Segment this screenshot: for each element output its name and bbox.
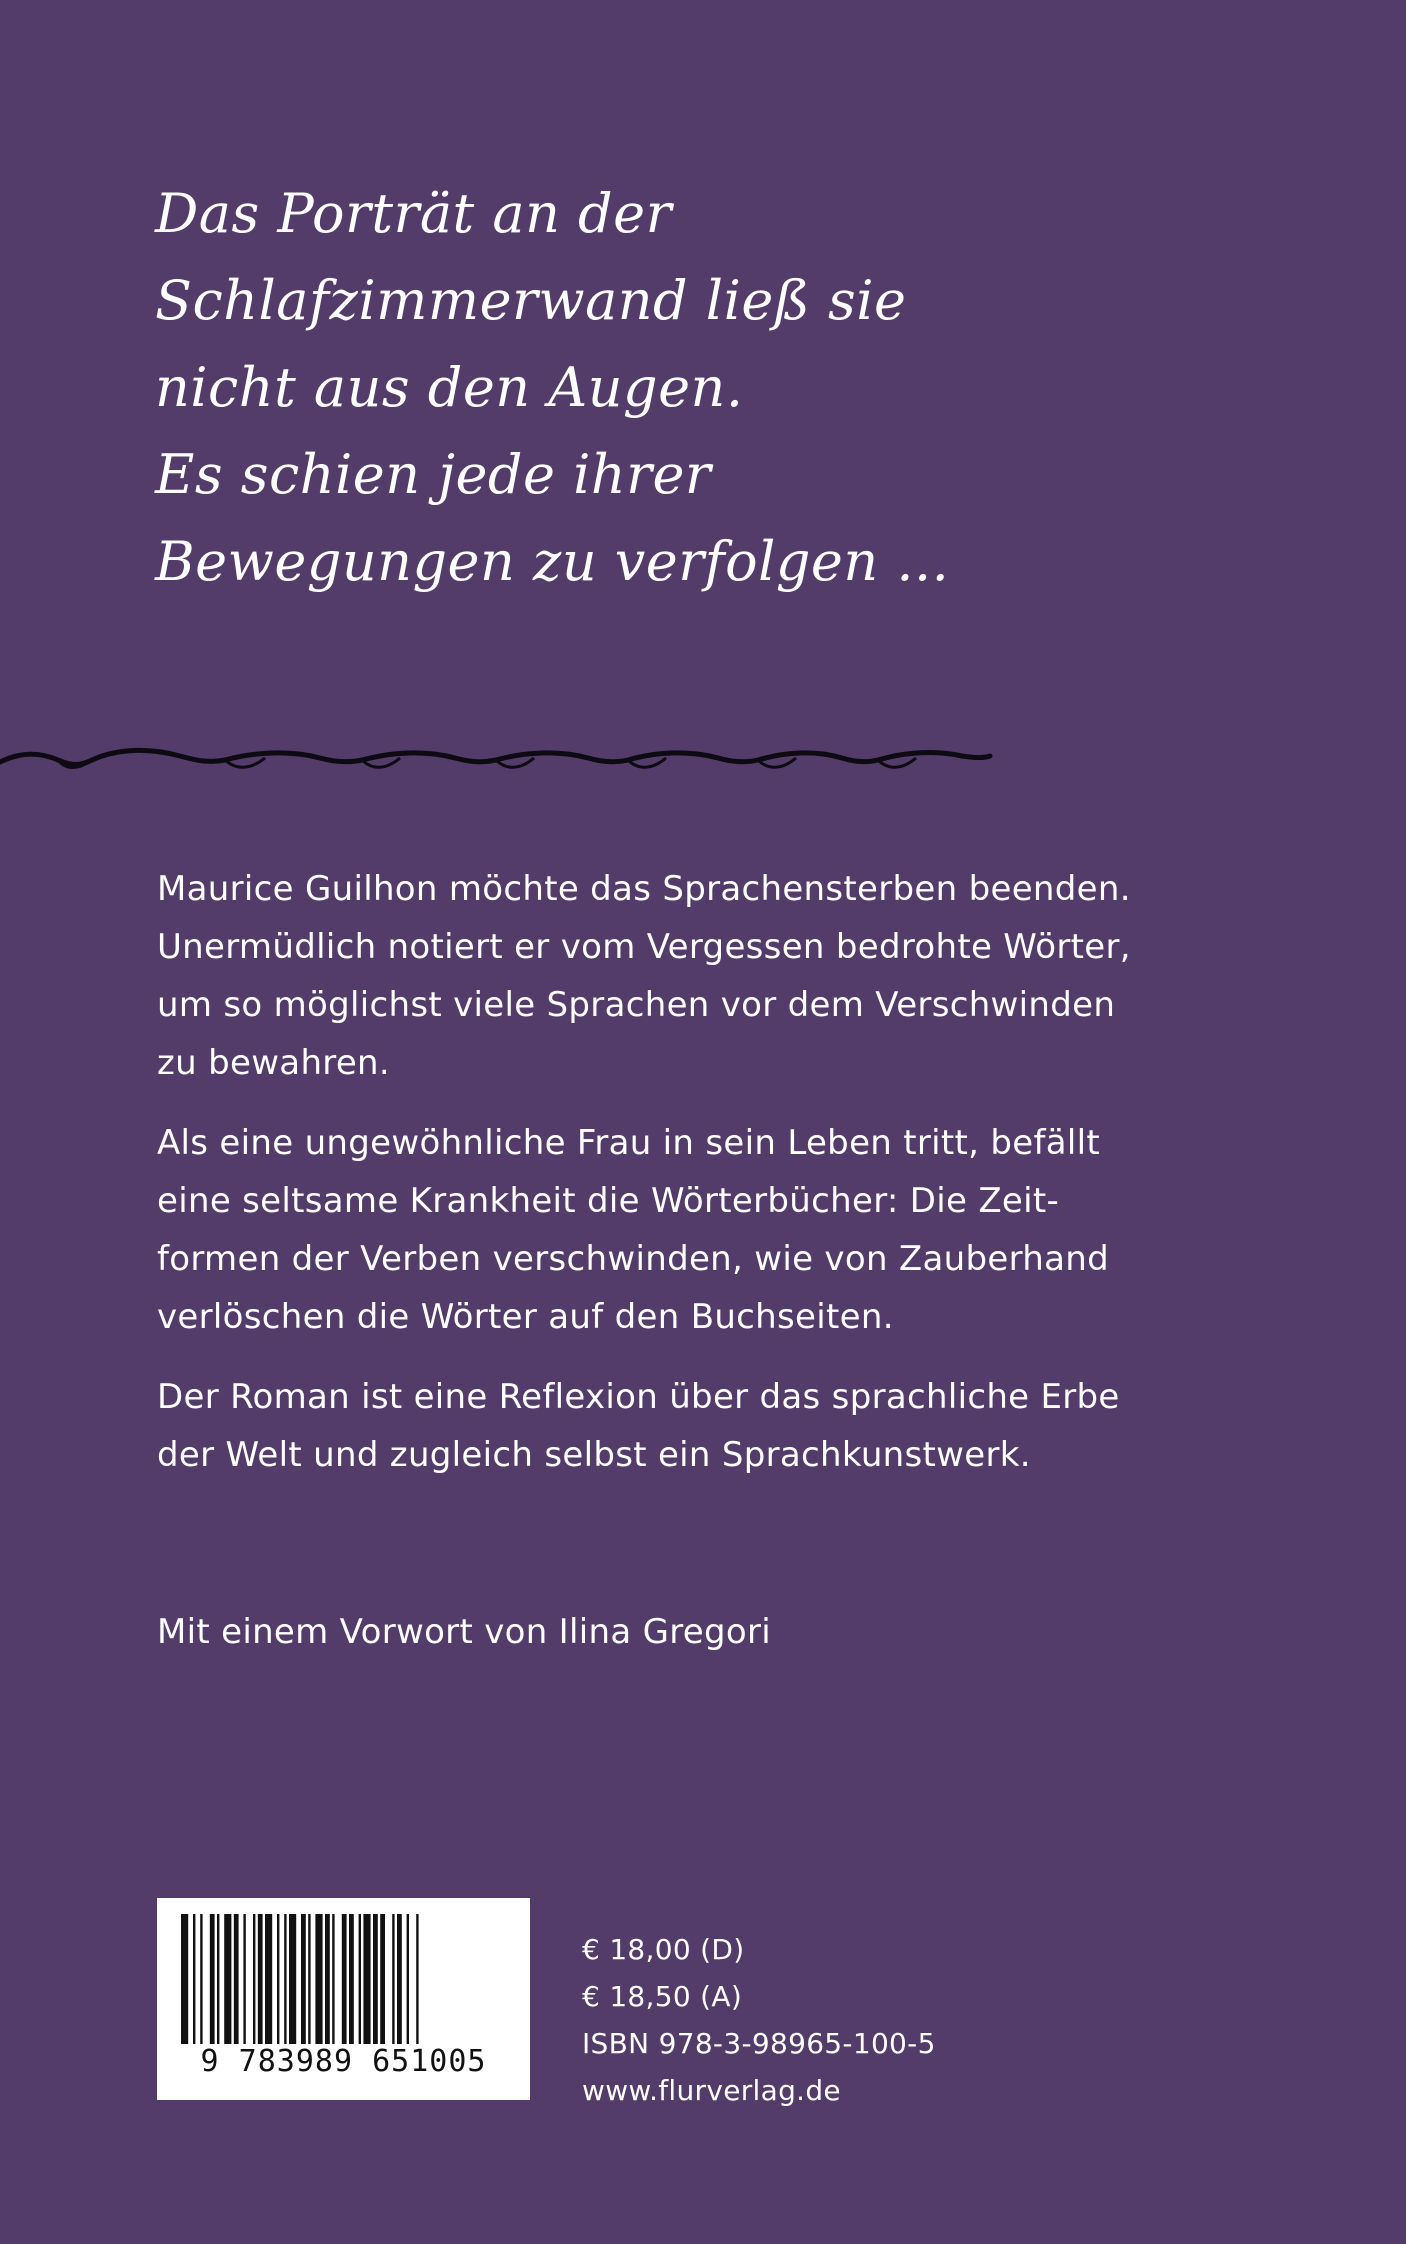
quote-line: nicht aus den Augen. [155,356,744,419]
barcode-bar [416,1914,418,2044]
publisher-website: www.flurverlag.de [582,2074,841,2107]
description-paragraph [157,860,1157,1092]
barcode-bar [301,1914,306,2044]
description-line: zu bewahren. [157,1043,391,1083]
book-description [157,860,1157,1506]
barcode-bar [277,1914,279,2044]
price-germany: € 18,00 (D) [582,1933,745,1966]
barcode-bar [359,1914,361,2044]
barcode-bar [308,1914,310,2044]
barcode-bar [342,1914,347,2044]
description-paragraph [157,1114,1157,1346]
barcode-bar [373,1914,378,2044]
barcode-bar [325,1914,330,2044]
barcode-bar [210,1914,215,2044]
quote-line: Es schien jede ihrer [155,443,712,506]
price-austria: € 18,50 (A) [582,1980,743,2013]
description-line: der Welt und zugleich selbst ein Sprachkunstwerk. [157,1435,1031,1475]
barcode-bar [284,1914,286,2044]
barcode-bar [380,1914,385,2044]
barcode-bar [289,1914,296,2044]
barcode-bar [265,1914,272,2044]
isbn-barcode [157,1898,530,2100]
barcode-bar [224,1914,231,2044]
description-line: formen der Verben verschwinden, wie von Zauberhand [157,1239,1109,1279]
foreword-credit: Mit einem Vorwort von Ilina Gregori [157,1612,771,1652]
quote-line: Das Porträt an der [155,182,672,245]
barcode-bar [234,1914,239,2044]
barcode-bar [200,1914,202,2044]
barcode-bar [315,1914,322,2044]
barcode-bar [392,1914,394,2044]
isbn-number: ISBN 978-3-98965-100-5 [582,2027,936,2060]
barcode-bar [217,1914,219,2044]
description-line: Als eine ungewöhnliche Frau in sein Leben tritt, befällt [157,1123,1101,1163]
barcode-digits: 9 783989 651005 [200,2044,487,2079]
barcode-bar [243,1914,245,2044]
barcode-bar [397,1914,402,2044]
barcode-bar [332,1914,334,2044]
quote-line: Schlafzimmerwand ließ sie [155,269,907,332]
description-line: verlöschen die Wörter auf den Buchseiten. [157,1297,894,1337]
description-line: Der Roman ist eine Reflexion über das sprachliche Erbe [157,1377,1120,1417]
barcode-bar [193,1914,195,2044]
description-line: um so möglichst viele Sprachen vor dem Verschwinden [157,985,1116,1025]
barcode-bars [179,1914,508,2044]
barcode-bar [253,1914,255,2044]
price-and-isbn [582,1926,936,2114]
wave-ornament-icon [0,730,1000,790]
description-line: Maurice Guilhon möchte das Sprachensterben beenden. [157,869,1131,909]
barcode-bar [349,1914,354,2044]
description-line: eine seltsame Krankheit die Wörterbücher: Die Zeit- [157,1181,1060,1221]
back-cover-quote [155,170,1255,605]
barcode-bar [407,1914,409,2044]
barcode-bar [363,1914,370,2044]
quote-line: Bewegungen zu verfolgen ... [155,530,950,593]
barcode-bar [258,1914,263,2044]
barcode-bar [181,1914,188,2044]
description-paragraph [157,1368,1157,1484]
description-line: Unermüdlich notiert er vom Vergessen bedrohte Wörter, [157,927,1131,967]
